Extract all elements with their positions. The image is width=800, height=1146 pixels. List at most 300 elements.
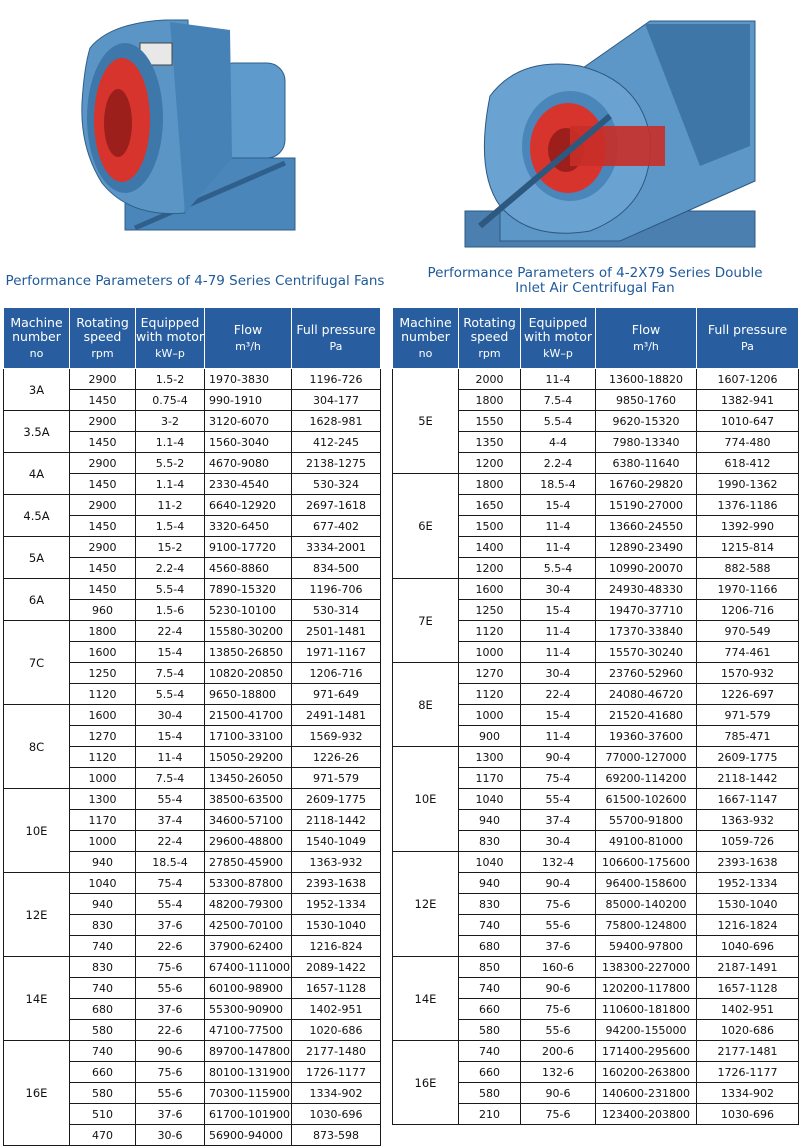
motor-cell: 18.5-4 xyxy=(136,852,205,873)
flow-cell: 24930-48330 xyxy=(596,579,697,600)
rotating-speed-cell: 1040 xyxy=(70,873,136,894)
motor-cell: 5.5-4 xyxy=(521,411,596,432)
pressure-cell: 971-649 xyxy=(292,684,381,705)
flow-cell: 23760-52960 xyxy=(596,663,697,684)
right-performance-table xyxy=(392,307,799,1125)
pressure-cell: 1392-990 xyxy=(697,516,799,537)
flow-cell: 42500-70100 xyxy=(205,915,292,936)
motor-cell: 15-4 xyxy=(521,495,596,516)
rotating-speed-cell: 1300 xyxy=(70,789,136,810)
pressure-cell: 530-314 xyxy=(292,600,381,621)
motor-cell: 5.5-4 xyxy=(521,558,596,579)
machine-number-cell: 6E xyxy=(393,474,459,579)
rotating-speed-cell: 1000 xyxy=(459,705,521,726)
motor-cell: 55-4 xyxy=(521,789,596,810)
table-row xyxy=(393,1041,799,1062)
table-row xyxy=(4,873,381,894)
flow-cell: 75800-124800 xyxy=(596,915,697,936)
rotating-speed-cell: 1300 xyxy=(459,747,521,768)
flow-cell: 138300-227000 xyxy=(596,957,697,978)
flow-cell: 13600-18820 xyxy=(596,369,697,390)
pressure-cell: 2501-1481 xyxy=(292,621,381,642)
flow-cell: 4560-8860 xyxy=(205,558,292,579)
rotating-speed-cell: 900 xyxy=(459,726,521,747)
right-table-title xyxy=(390,266,800,296)
motor-cell: 90-4 xyxy=(521,747,596,768)
flow-cell: 9650-18800 xyxy=(205,684,292,705)
motor-cell: 15-4 xyxy=(521,600,596,621)
flow-cell: 34600-57100 xyxy=(205,810,292,831)
table-row xyxy=(393,369,799,390)
pressure-cell: 1382-941 xyxy=(697,390,799,411)
flow-cell: 15050-29200 xyxy=(205,747,292,768)
flow-cell: 10990-20070 xyxy=(596,558,697,579)
motor-cell: 200-6 xyxy=(521,1041,596,1062)
rotating-speed-cell: 830 xyxy=(459,894,521,915)
pressure-cell: 2118-1442 xyxy=(292,810,381,831)
table-row xyxy=(393,957,799,978)
motor-cell: 1.1-4 xyxy=(136,432,205,453)
motor-cell: 22-4 xyxy=(136,621,205,642)
rotating-speed-cell: 1250 xyxy=(459,600,521,621)
motor-cell: 55-6 xyxy=(521,1020,596,1041)
rotating-speed-cell: 830 xyxy=(70,915,136,936)
motor-cell: 5.5-4 xyxy=(136,579,205,600)
rotating-speed-cell: 580 xyxy=(459,1083,521,1104)
rotating-speed-cell: 1550 xyxy=(459,411,521,432)
left-performance-table xyxy=(3,307,381,1146)
table-row xyxy=(4,453,381,474)
flow-cell: 16760-29820 xyxy=(596,474,697,495)
motor-cell: 75-6 xyxy=(136,957,205,978)
pressure-cell: 785-471 xyxy=(697,726,799,747)
single-inlet-fan-image xyxy=(70,8,300,236)
motor-cell: 3-2 xyxy=(136,411,205,432)
motor-cell: 15-4 xyxy=(521,705,596,726)
pressure-cell: 1020-686 xyxy=(697,1020,799,1041)
pressure-cell: 2609-1775 xyxy=(292,789,381,810)
rotating-speed-cell: 1000 xyxy=(459,642,521,663)
motor-cell: 30-4 xyxy=(136,705,205,726)
rotating-speed-cell: 940 xyxy=(459,810,521,831)
motor-cell: 75-6 xyxy=(521,1104,596,1125)
motor-cell: 22-6 xyxy=(136,1020,205,1041)
pressure-cell: 2491-1481 xyxy=(292,705,381,726)
pressure-cell: 1206-716 xyxy=(292,663,381,684)
pressure-cell: 412-245 xyxy=(292,432,381,453)
pressure-cell: 2177-1481 xyxy=(697,1041,799,1062)
pressure-cell: 1010-647 xyxy=(697,411,799,432)
pressure-cell: 304-177 xyxy=(292,390,381,411)
machine-number-cell: 12E xyxy=(393,852,459,957)
pressure-cell: 1020-686 xyxy=(292,1020,381,1041)
motor-cell: 11-4 xyxy=(521,369,596,390)
motor-cell: 37-6 xyxy=(521,936,596,957)
rotating-speed-cell: 1040 xyxy=(459,789,521,810)
rotating-speed-cell: 1250 xyxy=(70,663,136,684)
flow-cell: 106600-175600 xyxy=(596,852,697,873)
pressure-cell: 1952-1334 xyxy=(292,894,381,915)
flow-cell: 56900-94000 xyxy=(205,1125,292,1146)
machine-number-cell: 8E xyxy=(393,663,459,747)
motor-cell: 90-6 xyxy=(521,978,596,999)
flow-cell: 3120-6070 xyxy=(205,411,292,432)
pressure-cell: 1952-1334 xyxy=(697,873,799,894)
rotating-speed-cell: 740 xyxy=(70,936,136,957)
flow-cell: 94200-155000 xyxy=(596,1020,697,1041)
motor-cell: 11-4 xyxy=(521,516,596,537)
rotating-speed-cell: 210 xyxy=(459,1104,521,1125)
motor-cell: 2.2-4 xyxy=(521,453,596,474)
table-row xyxy=(4,369,381,390)
flow-cell: 4670-9080 xyxy=(205,453,292,474)
motor-cell: 37-4 xyxy=(136,810,205,831)
motor-cell: 30-4 xyxy=(521,831,596,852)
flow-cell: 70300-115900 xyxy=(205,1083,292,1104)
motor-cell: 2.2-4 xyxy=(136,558,205,579)
rotating-speed-cell: 2900 xyxy=(70,537,136,558)
flow-cell: 96400-158600 xyxy=(596,873,697,894)
header-flow: Flow m³/h xyxy=(205,308,292,369)
table-row xyxy=(4,579,381,600)
table-row xyxy=(4,705,381,726)
flow-cell: 6640-12920 xyxy=(205,495,292,516)
rotating-speed-cell: 1200 xyxy=(459,558,521,579)
rotating-speed-cell: 1270 xyxy=(70,726,136,747)
pressure-cell: 774-461 xyxy=(697,642,799,663)
right-title-line1: Performance Parameters of 4-2X79 Series Double xyxy=(427,265,763,281)
pressure-cell: 2393-1638 xyxy=(697,852,799,873)
flow-cell: 19470-37710 xyxy=(596,600,697,621)
pressure-cell: 1216-1824 xyxy=(697,915,799,936)
motor-cell: 11-4 xyxy=(521,621,596,642)
motor-cell: 90-6 xyxy=(136,1041,205,1062)
rotating-speed-cell: 1600 xyxy=(70,642,136,663)
motor-cell: 4-4 xyxy=(521,432,596,453)
rotating-speed-cell: 1500 xyxy=(459,516,521,537)
rotating-speed-cell: 1040 xyxy=(459,852,521,873)
motor-cell: 37-6 xyxy=(136,915,205,936)
machine-number-cell: 8C xyxy=(4,705,70,789)
machine-number-cell: 5A xyxy=(4,537,70,579)
machine-number-cell: 10E xyxy=(4,789,70,873)
motor-cell: 18.5-4 xyxy=(521,474,596,495)
rotating-speed-cell: 1120 xyxy=(70,684,136,705)
motor-cell: 5.5-4 xyxy=(136,684,205,705)
flow-cell: 15580-30200 xyxy=(205,621,292,642)
flow-cell: 47100-77500 xyxy=(205,1020,292,1041)
flow-cell: 21520-41680 xyxy=(596,705,697,726)
pressure-cell: 971-579 xyxy=(292,768,381,789)
rotating-speed-cell: 1170 xyxy=(70,810,136,831)
pressure-cell: 1215-814 xyxy=(697,537,799,558)
machine-number-cell: 6A xyxy=(4,579,70,621)
machine-number-cell: 14E xyxy=(4,957,70,1041)
flow-cell: 15570-30240 xyxy=(596,642,697,663)
table-row xyxy=(4,411,381,432)
flow-cell: 13660-24550 xyxy=(596,516,697,537)
rotating-speed-cell: 1450 xyxy=(70,474,136,495)
pressure-cell: 2609-1775 xyxy=(697,747,799,768)
motor-cell: 5.5-2 xyxy=(136,453,205,474)
rotating-speed-cell: 940 xyxy=(70,894,136,915)
pressure-cell: 1657-1128 xyxy=(292,978,381,999)
rotating-speed-cell: 2900 xyxy=(70,495,136,516)
rotating-speed-cell: 1450 xyxy=(70,432,136,453)
pressure-cell: 1657-1128 xyxy=(697,978,799,999)
flow-cell: 17100-33100 xyxy=(205,726,292,747)
flow-cell: 5230-10100 xyxy=(205,600,292,621)
table-row xyxy=(393,747,799,768)
table-row xyxy=(4,1041,381,1062)
pressure-cell: 1667-1147 xyxy=(697,789,799,810)
flow-cell: 53300-87800 xyxy=(205,873,292,894)
table-row xyxy=(4,495,381,516)
motor-cell: 30-4 xyxy=(521,663,596,684)
rotating-speed-cell: 940 xyxy=(70,852,136,873)
motor-cell: 22-6 xyxy=(136,936,205,957)
motor-cell: 160-6 xyxy=(521,957,596,978)
motor-cell: 1.5-4 xyxy=(136,516,205,537)
flow-cell: 12890-23490 xyxy=(596,537,697,558)
motor-cell: 7.5-4 xyxy=(136,663,205,684)
pressure-cell: 1990-1362 xyxy=(697,474,799,495)
flow-cell: 120200-117800 xyxy=(596,978,697,999)
pressure-cell: 1402-951 xyxy=(292,999,381,1020)
rotating-speed-cell: 1800 xyxy=(459,390,521,411)
rotating-speed-cell: 830 xyxy=(459,831,521,852)
pressure-cell: 618-412 xyxy=(697,453,799,474)
pressure-cell: 1376-1186 xyxy=(697,495,799,516)
rotating-speed-cell: 2900 xyxy=(70,369,136,390)
rotating-speed-cell: 1170 xyxy=(459,768,521,789)
flow-cell: 85000-140200 xyxy=(596,894,697,915)
pressure-cell: 1216-824 xyxy=(292,936,381,957)
flow-cell: 17370-33840 xyxy=(596,621,697,642)
motor-cell: 11-4 xyxy=(521,726,596,747)
pressure-cell: 677-402 xyxy=(292,516,381,537)
machine-number-cell: 4A xyxy=(4,453,70,495)
right-title-line2: Inlet Air Centrifugal Fan xyxy=(515,280,675,296)
flow-cell: 60100-98900 xyxy=(205,978,292,999)
pressure-cell: 1030-696 xyxy=(292,1104,381,1125)
pressure-cell: 970-549 xyxy=(697,621,799,642)
rotating-speed-cell: 740 xyxy=(70,978,136,999)
flow-cell: 48200-79300 xyxy=(205,894,292,915)
rotating-speed-cell: 680 xyxy=(70,999,136,1020)
motor-cell: 90-6 xyxy=(521,1083,596,1104)
motor-cell: 55-4 xyxy=(136,894,205,915)
flow-cell: 77000-127000 xyxy=(596,747,697,768)
pressure-cell: 3334-2001 xyxy=(292,537,381,558)
rotating-speed-cell: 1400 xyxy=(459,537,521,558)
rotating-speed-cell: 830 xyxy=(70,957,136,978)
motor-cell: 55-6 xyxy=(521,915,596,936)
pressure-cell: 1971-1167 xyxy=(292,642,381,663)
pressure-cell: 1206-716 xyxy=(697,600,799,621)
pressure-cell: 1569-932 xyxy=(292,726,381,747)
flow-cell: 9100-17720 xyxy=(205,537,292,558)
flow-cell: 3320-6450 xyxy=(205,516,292,537)
header-rotating-speed: Rotating speed rpm xyxy=(459,308,521,369)
motor-cell: 75-4 xyxy=(136,873,205,894)
pressure-cell: 1628-981 xyxy=(292,411,381,432)
left-table-title: Performance Parameters of 4-79 Series Centrifugal Fans xyxy=(5,273,385,289)
pressure-cell: 1040-696 xyxy=(697,936,799,957)
machine-number-cell: 12E xyxy=(4,873,70,957)
flow-cell: 38500-63500 xyxy=(205,789,292,810)
pressure-cell: 1726-1177 xyxy=(697,1062,799,1083)
flow-cell: 7890-15320 xyxy=(205,579,292,600)
pressure-cell: 1530-1040 xyxy=(292,915,381,936)
flow-cell: 1560-3040 xyxy=(205,432,292,453)
flow-cell: 123400-203800 xyxy=(596,1104,697,1125)
rotating-speed-cell: 2900 xyxy=(70,411,136,432)
motor-cell: 15-4 xyxy=(136,726,205,747)
rotating-speed-cell: 1120 xyxy=(459,684,521,705)
pressure-cell: 1196-726 xyxy=(292,369,381,390)
pressure-cell: 2697-1618 xyxy=(292,495,381,516)
motor-cell: 7.5-4 xyxy=(136,768,205,789)
rotating-speed-cell: 2900 xyxy=(70,453,136,474)
motor-cell: 75-6 xyxy=(136,1062,205,1083)
pressure-cell: 1059-726 xyxy=(697,831,799,852)
motor-cell: 22-4 xyxy=(521,684,596,705)
pressure-cell: 2393-1638 xyxy=(292,873,381,894)
flow-cell: 10820-20850 xyxy=(205,663,292,684)
flow-cell: 13450-26050 xyxy=(205,768,292,789)
flow-cell: 80100-131900 xyxy=(205,1062,292,1083)
rotating-speed-cell: 740 xyxy=(459,915,521,936)
rotating-speed-cell: 1270 xyxy=(459,663,521,684)
right-table-body xyxy=(393,369,799,1125)
header-equipped-motor: Equipped with motor kW–p xyxy=(136,308,205,369)
rotating-speed-cell: 1120 xyxy=(70,747,136,768)
table-row xyxy=(4,957,381,978)
table-row xyxy=(4,789,381,810)
motor-cell: 132-6 xyxy=(521,1062,596,1083)
header-machine-number: Machine number no xyxy=(4,308,70,369)
motor-cell: 15-4 xyxy=(136,642,205,663)
machine-number-cell: 4.5A xyxy=(4,495,70,537)
flow-cell: 13850-26850 xyxy=(205,642,292,663)
header-machine-number: Machine number no xyxy=(393,308,459,369)
machine-number-cell: 3A xyxy=(4,369,70,411)
rotating-speed-cell: 660 xyxy=(70,1062,136,1083)
motor-cell: 75-6 xyxy=(521,894,596,915)
rotating-speed-cell: 1600 xyxy=(459,579,521,600)
pressure-cell: 530-324 xyxy=(292,474,381,495)
rotating-speed-cell: 1450 xyxy=(70,516,136,537)
flow-cell: 61700-101900 xyxy=(205,1104,292,1125)
flow-cell: 19360-37600 xyxy=(596,726,697,747)
flow-cell: 69200-114200 xyxy=(596,768,697,789)
flow-cell: 171400-295600 xyxy=(596,1041,697,1062)
pressure-cell: 2177-1480 xyxy=(292,1041,381,1062)
motor-cell: 55-4 xyxy=(136,789,205,810)
motor-cell: 1.5-2 xyxy=(136,369,205,390)
rotating-speed-cell: 510 xyxy=(70,1104,136,1125)
flow-cell: 1970-3830 xyxy=(205,369,292,390)
motor-cell: 37-4 xyxy=(521,810,596,831)
flow-cell: 2330-4540 xyxy=(205,474,292,495)
rotating-speed-cell: 740 xyxy=(459,978,521,999)
machine-number-cell: 3.5A xyxy=(4,411,70,453)
motor-cell: 11-4 xyxy=(521,537,596,558)
flow-cell: 6380-11640 xyxy=(596,453,697,474)
flow-cell: 15190-27000 xyxy=(596,495,697,516)
flow-cell: 49100-81000 xyxy=(596,831,697,852)
machine-number-cell: 16E xyxy=(393,1041,459,1125)
motor-cell: 1.5-6 xyxy=(136,600,205,621)
motor-cell: 55-6 xyxy=(136,1083,205,1104)
table-row xyxy=(4,621,381,642)
flow-cell: 61500-102600 xyxy=(596,789,697,810)
rotating-speed-cell: 2000 xyxy=(459,369,521,390)
pressure-cell: 1030-696 xyxy=(697,1104,799,1125)
table-row xyxy=(393,579,799,600)
table-row xyxy=(4,537,381,558)
rotating-speed-cell: 580 xyxy=(70,1020,136,1041)
rotating-speed-cell: 1450 xyxy=(70,579,136,600)
rotating-speed-cell: 470 xyxy=(70,1125,136,1146)
rotating-speed-cell: 1000 xyxy=(70,831,136,852)
rotating-speed-cell: 660 xyxy=(459,1062,521,1083)
rotating-speed-cell: 1800 xyxy=(459,474,521,495)
pressure-cell: 882-588 xyxy=(697,558,799,579)
table-row xyxy=(393,474,799,495)
flow-cell: 140600-231800 xyxy=(596,1083,697,1104)
left-table-body xyxy=(4,369,381,1146)
rotating-speed-cell: 1200 xyxy=(459,453,521,474)
machine-number-cell: 5E xyxy=(393,369,459,474)
flow-cell: 21500-41700 xyxy=(205,705,292,726)
pressure-cell: 1726-1177 xyxy=(292,1062,381,1083)
rotating-speed-cell: 1450 xyxy=(70,390,136,411)
flow-cell: 59400-97800 xyxy=(596,936,697,957)
rotating-speed-cell: 1120 xyxy=(459,621,521,642)
motor-cell: 7.5-4 xyxy=(521,390,596,411)
motor-cell: 37-6 xyxy=(136,999,205,1020)
machine-number-cell: 10E xyxy=(393,747,459,852)
pressure-cell: 1226-26 xyxy=(292,747,381,768)
rotating-speed-cell: 1450 xyxy=(70,558,136,579)
rotating-speed-cell: 740 xyxy=(459,1041,521,1062)
flow-cell: 27850-45900 xyxy=(205,852,292,873)
pressure-cell: 1363-932 xyxy=(292,852,381,873)
header-equipped-motor: Equipped with motor kW–p xyxy=(521,308,596,369)
machine-number-cell: 7C xyxy=(4,621,70,705)
motor-cell: 30-4 xyxy=(521,579,596,600)
machine-number-cell: 14E xyxy=(393,957,459,1041)
pressure-cell: 873-598 xyxy=(292,1125,381,1146)
flow-cell: 7980-13340 xyxy=(596,432,697,453)
pressure-cell: 1402-951 xyxy=(697,999,799,1020)
rotating-speed-cell: 740 xyxy=(70,1041,136,1062)
flow-cell: 67400-111000 xyxy=(205,957,292,978)
rotating-speed-cell: 1800 xyxy=(70,621,136,642)
machine-number-cell: 7E xyxy=(393,579,459,663)
header-flow: Flow m³/h xyxy=(596,308,697,369)
pressure-cell: 1363-932 xyxy=(697,810,799,831)
rotating-speed-cell: 940 xyxy=(459,873,521,894)
flow-cell: 37900-62400 xyxy=(205,936,292,957)
flow-cell: 29600-48800 xyxy=(205,831,292,852)
flow-cell: 89700-147800 xyxy=(205,1041,292,1062)
pressure-cell: 1970-1166 xyxy=(697,579,799,600)
rotating-speed-cell: 1650 xyxy=(459,495,521,516)
table-row xyxy=(393,852,799,873)
